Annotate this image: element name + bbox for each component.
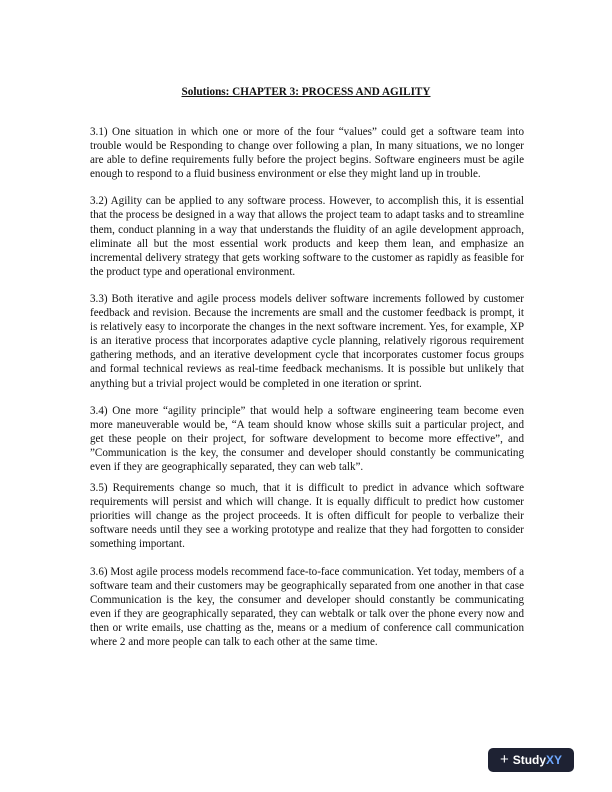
paragraph-3-1: 3.1) One situation in which one or more of the four “values” could get a software team into trouble would be Responding to change over following a plan, In many situations, we no longer are able to define requirements fully before the project begins. Software engineers must be agile enough to respond to a fluid business environment or else they might land up in trouble.	[90, 126, 524, 181]
paragraph-3-5: 3.5) Requirements change so much, that it is difficult to predict in advance which software requirements will persist and which will change. It is equally difficult to predict how customer priorities will change as the project proceeds. It is often difficult for people to verbalize their software needs until they see a working prototype and realize that they had forgotten to consider something important.	[90, 482, 524, 551]
paragraph-3-3: 3.3) Both iterative and agile process models deliver software increments followed by customer feedback and revision. Because the increments are small and the customer feedback is prompt, it is relatively easy to incorporate the changes in the next software increment. Yes, for example, XP is an iterative process that incorporates adaptive cycle planning, relatively rigorous requirement gathering methods, and an iterative development cycle that incorporates customer focus groups and formal technical reviews as real-time feedback mechanisms. It is possible but unlikely that anything but a trivial project would be completed in one iteration or sprint.	[90, 292, 524, 390]
document-title: Solutions: CHAPTER 3: PROCESS AND AGILITY	[181, 86, 431, 98]
plus-icon: +	[499, 751, 509, 768]
paragraph-3-6: 3.6) Most agile process models recommend face-to-face communication. Yet today, members of a software team and their customers may be geographically separated from one another in that case Communication is the key, the consumer and developer should constantly be communicating even if they are geographically separated, they can webtalk or talk over the phone every now and then or write emails, use chatting as the, means or a medium of conference call communication where 2 and more people can talk to each other at the same time.	[90, 565, 524, 648]
watermark-brand-xy: XY	[546, 753, 563, 767]
watermark-brand-study: Study	[512, 753, 547, 767]
document-body	[90, 125, 524, 662]
watermark-brand	[513, 753, 562, 767]
paragraph-3-4: 3.4) One more “agility principle” that would help a software engineering team become even more maneuverable would be, “A team should know whose skills suit a particular project, and get these people on their project, for software development to become more effective”, and ”Communication is the key, the consumer and developer should constantly be communicating even if they are geographically separated, they can web talk”.	[90, 404, 524, 473]
studyxy-watermark	[488, 748, 574, 772]
paragraph-3-2: 3.2) Agility can be applied to any software process. However, to accomplish this, it is essential that the process be designed in a way that allows the project team to adapt tasks and to streamline them, conduct planning in a way that understands the fluidity of an agile development approach, eliminate all but the most essential work products and keep them lean, and emphasize an incremental delivery strategy that gets working software to the customer as rapidly as feasible for the product type and operational environment.	[90, 195, 524, 278]
